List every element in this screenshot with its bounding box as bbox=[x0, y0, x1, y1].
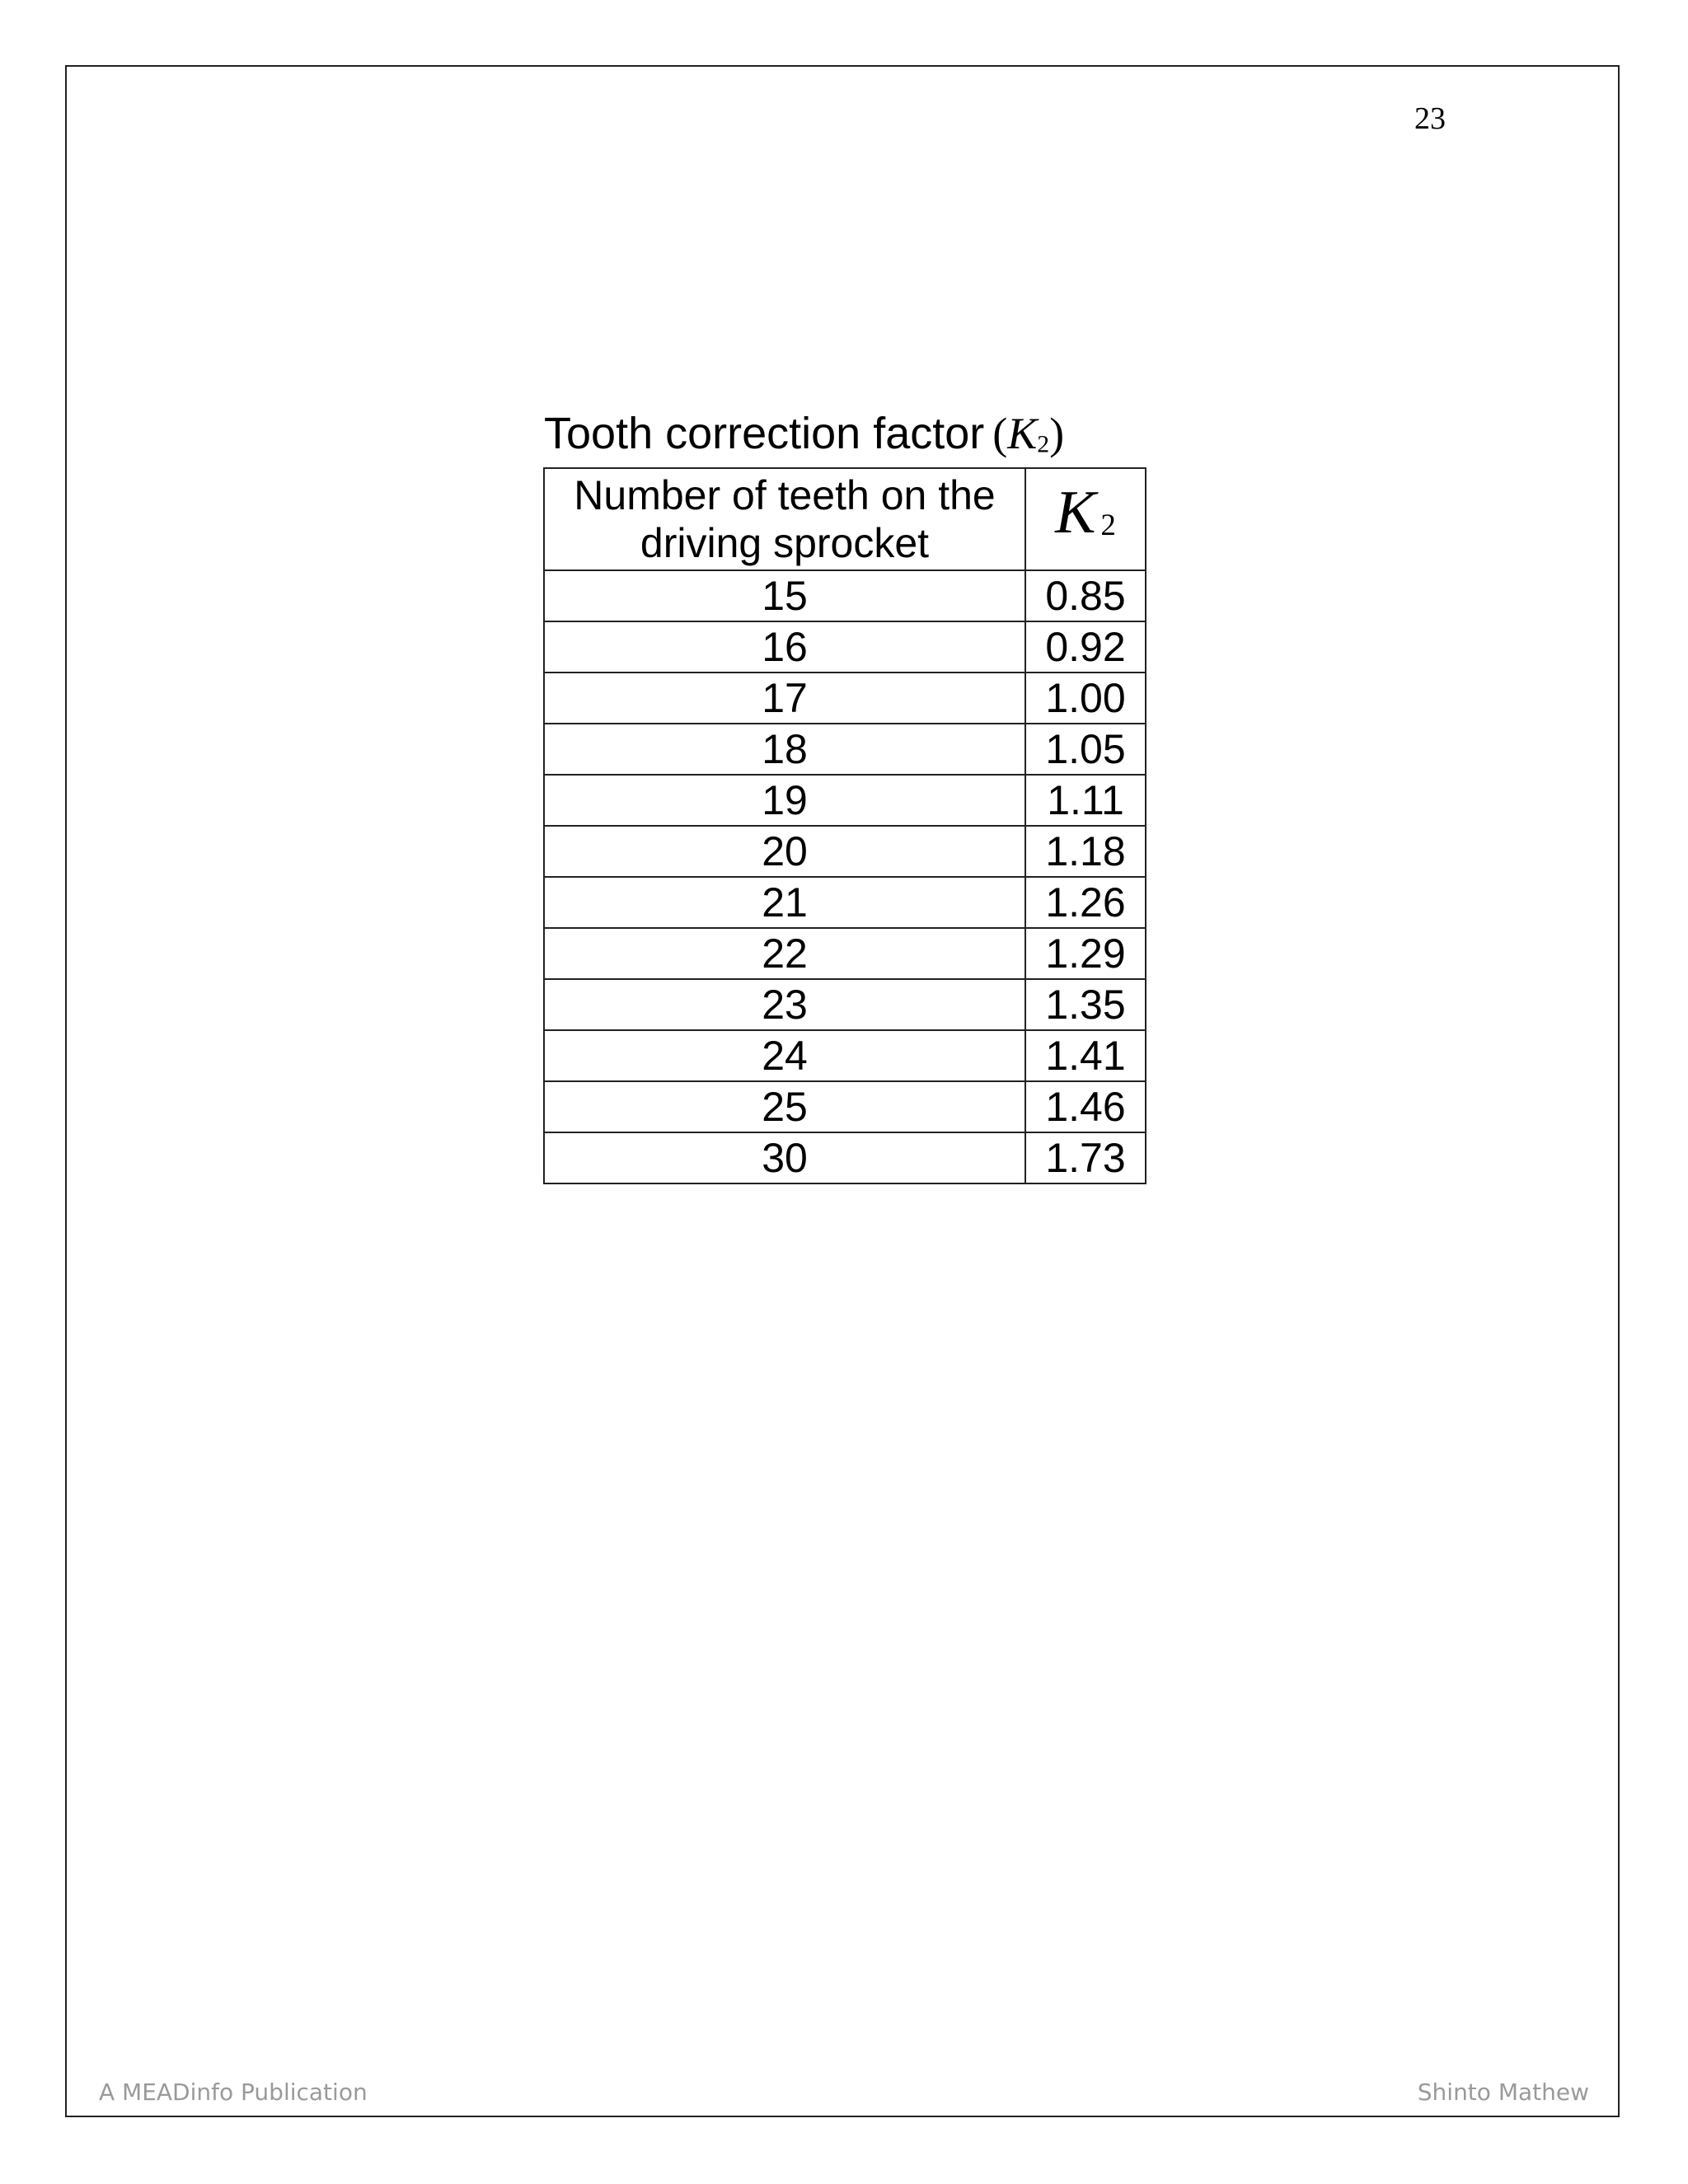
cell-teeth: 21 bbox=[544, 877, 1025, 928]
cell-teeth: 23 bbox=[544, 979, 1025, 1030]
cell-k2: 0.85 bbox=[1025, 570, 1146, 621]
header-k2-sub: 2 bbox=[1100, 509, 1116, 543]
table-row bbox=[544, 1030, 1146, 1081]
table-row bbox=[544, 1132, 1146, 1183]
table-row bbox=[544, 673, 1146, 724]
table-row bbox=[544, 570, 1146, 621]
cell-k2: 1.29 bbox=[1025, 928, 1146, 979]
header-k2 bbox=[1025, 468, 1146, 570]
table-row bbox=[544, 775, 1146, 826]
cell-teeth: 19 bbox=[544, 775, 1025, 826]
cell-teeth: 16 bbox=[544, 621, 1025, 673]
table-row bbox=[544, 621, 1146, 673]
table-row bbox=[544, 877, 1146, 928]
caption-text: Tooth correction factor bbox=[544, 409, 985, 458]
caption-math-open: ( bbox=[992, 409, 1008, 458]
cell-k2: 1.11 bbox=[1025, 775, 1146, 826]
footer-publisher: A MEADinfo Publication bbox=[99, 2079, 368, 2106]
table-header-row bbox=[544, 468, 1146, 570]
cell-teeth: 24 bbox=[544, 1030, 1025, 1081]
header-teeth: Number of teeth on the driving sprocket bbox=[544, 468, 1025, 570]
table-row bbox=[544, 979, 1146, 1030]
footer-author: Shinto Mathew bbox=[1417, 2079, 1589, 2106]
cell-k2: 1.00 bbox=[1025, 673, 1146, 724]
caption-math-var: K bbox=[1007, 409, 1038, 458]
cell-k2: 1.46 bbox=[1025, 1081, 1146, 1132]
cell-k2: 1.35 bbox=[1025, 979, 1146, 1030]
k2-table bbox=[543, 467, 1146, 1184]
cell-k2: 1.41 bbox=[1025, 1030, 1146, 1081]
header-k2-var: K bbox=[1055, 478, 1096, 546]
cell-teeth: 25 bbox=[544, 1081, 1025, 1132]
caption-math-close: ) bbox=[1049, 409, 1065, 458]
table-row bbox=[544, 928, 1146, 979]
cell-teeth: 20 bbox=[544, 826, 1025, 877]
cell-teeth: 30 bbox=[544, 1132, 1025, 1183]
cell-teeth: 17 bbox=[544, 673, 1025, 724]
table-row bbox=[544, 1081, 1146, 1132]
cell-teeth: 18 bbox=[544, 724, 1025, 775]
caption-math bbox=[992, 409, 1064, 458]
cell-k2: 1.26 bbox=[1025, 877, 1146, 928]
table-row bbox=[544, 826, 1146, 877]
cell-k2: 1.18 bbox=[1025, 826, 1146, 877]
table-row bbox=[544, 724, 1146, 775]
caption-math-sub: 2 bbox=[1037, 431, 1050, 458]
cell-k2: 1.73 bbox=[1025, 1132, 1146, 1183]
cell-teeth: 22 bbox=[544, 928, 1025, 979]
table-caption bbox=[544, 404, 1170, 463]
page-number: 23 bbox=[1414, 101, 1446, 136]
cell-k2: 0.92 bbox=[1025, 621, 1146, 673]
cell-teeth: 15 bbox=[544, 570, 1025, 621]
cell-k2: 1.05 bbox=[1025, 724, 1146, 775]
